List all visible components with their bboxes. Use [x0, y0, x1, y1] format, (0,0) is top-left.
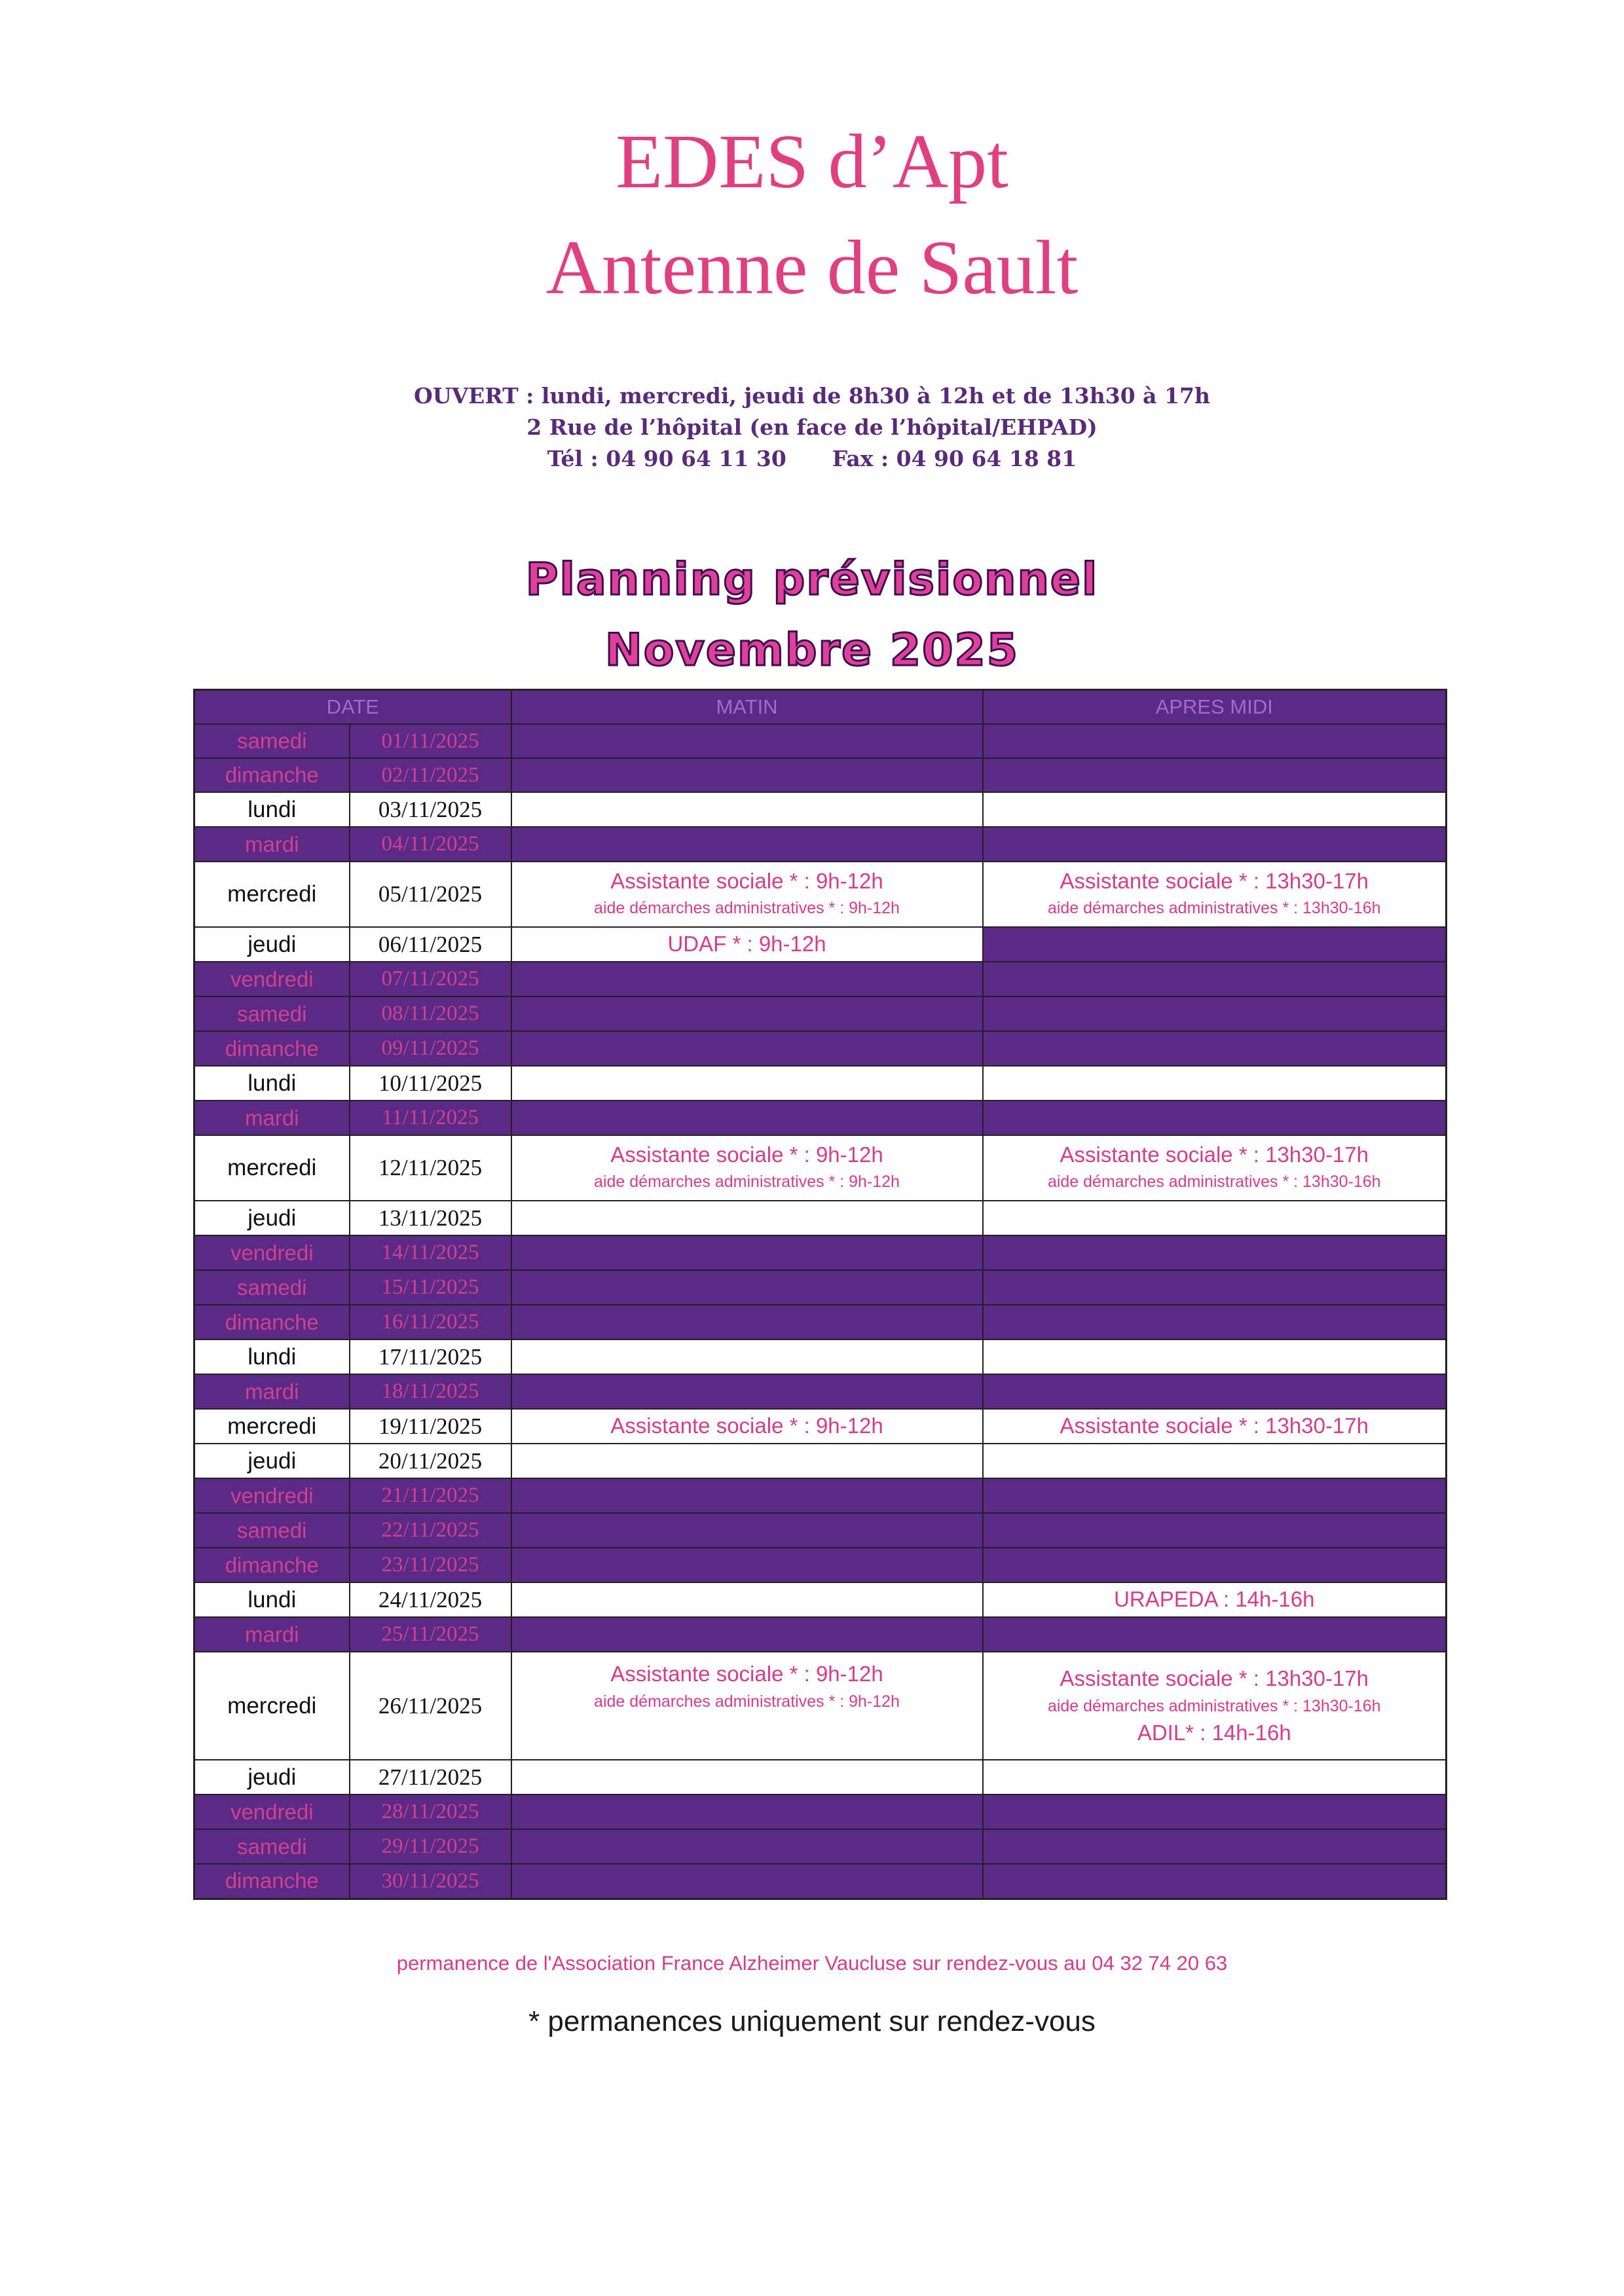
apres-midi-cell [983, 927, 1447, 962]
matin-cell [511, 792, 983, 827]
day-cell: jeudi [194, 927, 350, 962]
apres-midi-cell [983, 1409, 1447, 1444]
apres-midi-cell [983, 1652, 1447, 1760]
matin-cell [511, 1795, 983, 1829]
apres-midi-cell [983, 962, 1447, 996]
matin-cell [511, 1478, 983, 1513]
table-row [194, 1617, 1447, 1652]
table-row [194, 962, 1447, 996]
table-row [194, 1795, 1447, 1829]
matin-cell [511, 1201, 983, 1235]
matin-cell [511, 1305, 983, 1339]
table-row [194, 1548, 1447, 1582]
apres-midi-cell [983, 1374, 1447, 1409]
table-row [194, 1652, 1447, 1760]
apres-midi-cell [983, 996, 1447, 1031]
contact-line [0, 448, 1624, 469]
apres-midi-cell [983, 1760, 1447, 1795]
apres-midi-cell [983, 792, 1447, 827]
date-cell: 22/11/2025 [350, 1513, 511, 1548]
apres-midi-cell [983, 1201, 1447, 1235]
day-cell: dimanche [194, 758, 350, 792]
day-cell: lundi [194, 1582, 350, 1617]
matin-cell [511, 1582, 983, 1617]
date-cell: 25/11/2025 [350, 1617, 511, 1652]
opening-hours: OUVERT : lundi, mercredi, jeudi de 8h30 à 12h et de 13h30 à 17h [414, 383, 1210, 409]
date-cell: 17/11/2025 [350, 1339, 511, 1374]
date-cell: 10/11/2025 [350, 1066, 511, 1101]
apres-midi-cell [983, 862, 1447, 927]
table-row [194, 792, 1447, 827]
apres-midi-cell [983, 1305, 1447, 1339]
day-cell: mardi [194, 827, 350, 862]
table-row [194, 1478, 1447, 1513]
matin-cell [511, 1513, 983, 1548]
table-row [194, 724, 1447, 758]
day-cell: samedi [194, 724, 350, 758]
table-row [194, 1444, 1447, 1478]
date-cell: 15/11/2025 [350, 1270, 511, 1305]
matin-cell [511, 1864, 983, 1899]
day-cell: jeudi [194, 1444, 350, 1478]
matin-cell [511, 1760, 983, 1795]
day-cell: mercredi [194, 1652, 350, 1760]
matin-cell [511, 1652, 983, 1760]
apres-midi-cell [983, 1235, 1447, 1270]
day-cell: dimanche [194, 1305, 350, 1339]
date-cell: 04/11/2025 [350, 827, 511, 862]
column-header-matin: MATIN [511, 690, 983, 725]
day-cell: mardi [194, 1374, 350, 1409]
table-row [194, 758, 1447, 792]
apres-midi-cell [983, 724, 1447, 758]
table-row [194, 1374, 1447, 1409]
matin-cell [511, 996, 983, 1031]
event-assistante-sociale: Assistante sociale * : 9h-12h [610, 1142, 883, 1167]
table-row [194, 827, 1447, 862]
table-row [194, 927, 1447, 962]
date-cell: 13/11/2025 [350, 1201, 511, 1235]
title-line2: Antenne de Sault [545, 225, 1079, 310]
table-row [194, 1760, 1447, 1795]
date-cell: 27/11/2025 [350, 1760, 511, 1795]
table-row [194, 1066, 1447, 1101]
day-cell: lundi [194, 1066, 350, 1101]
apres-midi-cell [983, 1444, 1447, 1478]
event-aide-demarches: aide démarches administratives * : 9h-12h [594, 1692, 900, 1711]
date-cell: 18/11/2025 [350, 1374, 511, 1409]
phone-number: Tél : 04 90 64 11 30 [547, 446, 786, 471]
apres-midi-cell [983, 1617, 1447, 1652]
event-assistante-sociale: Assistante sociale * : 9h-12h [610, 1662, 883, 1686]
event-aide-demarches: aide démarches administratives * : 13h30-16h [1047, 1696, 1381, 1715]
table-row [194, 1582, 1447, 1617]
event-adil: ADIL* : 14h-16h [1137, 1720, 1291, 1745]
matin-cell [511, 1235, 983, 1270]
matin-cell [511, 1548, 983, 1582]
apres-midi-cell [983, 827, 1447, 862]
apres-midi-cell [983, 1795, 1447, 1829]
day-cell: mercredi [194, 1135, 350, 1201]
day-cell: vendredi [194, 1235, 350, 1270]
column-header-apres-midi: APRES MIDI [983, 690, 1447, 725]
event-aide-demarches: aide démarches administratives * : 9h-12h [594, 899, 900, 918]
matin-cell [511, 962, 983, 996]
day-cell: jeudi [194, 1201, 350, 1235]
day-cell: mardi [194, 1617, 350, 1652]
matin-cell [511, 1066, 983, 1101]
day-cell: vendredi [194, 1795, 350, 1829]
apres-midi-cell [983, 1101, 1447, 1135]
apres-midi-cell [983, 1582, 1447, 1617]
apres-midi-cell [983, 1513, 1447, 1548]
table-row [194, 1031, 1447, 1066]
day-cell: dimanche [194, 1864, 350, 1899]
apres-midi-cell [983, 1339, 1447, 1374]
day-cell: dimanche [194, 1548, 350, 1582]
date-cell: 20/11/2025 [350, 1444, 511, 1478]
matin-cell [511, 1617, 983, 1652]
matin-cell [511, 1339, 983, 1374]
date-cell: 11/11/2025 [350, 1101, 511, 1135]
apres-midi-cell [983, 1478, 1447, 1513]
date-cell: 12/11/2025 [350, 1135, 511, 1201]
apres-midi-cell [983, 1066, 1447, 1101]
table-row [194, 996, 1447, 1031]
day-cell: vendredi [194, 962, 350, 996]
matin-cell [511, 1444, 983, 1478]
event-aide-demarches: aide démarches administratives * : 9h-12h [594, 1173, 900, 1192]
matin-cell [511, 1374, 983, 1409]
event-udaf: UDAF * : 9h-12h [667, 932, 826, 957]
table-row [194, 1305, 1447, 1339]
table-row [194, 1201, 1447, 1235]
day-cell: samedi [194, 1513, 350, 1548]
event-assistante-sociale: Assistante sociale * : 13h30-17h [1060, 1413, 1369, 1438]
table-row [194, 1339, 1447, 1374]
date-cell: 06/11/2025 [350, 927, 511, 962]
title-line1: EDES d’Apt [616, 118, 1008, 204]
date-cell: 26/11/2025 [350, 1652, 511, 1760]
matin-cell [511, 1270, 983, 1305]
date-cell: 07/11/2025 [350, 962, 511, 996]
table-row [194, 1513, 1447, 1548]
apres-midi-cell [983, 1864, 1447, 1899]
planning-table [193, 689, 1447, 1900]
date-cell: 30/11/2025 [350, 1864, 511, 1899]
day-cell: mardi [194, 1101, 350, 1135]
date-cell: 09/11/2025 [350, 1031, 511, 1066]
date-cell: 29/11/2025 [350, 1829, 511, 1864]
matin-cell [511, 862, 983, 927]
day-cell: samedi [194, 996, 350, 1031]
table-row [194, 1270, 1447, 1305]
table-row [194, 1409, 1447, 1444]
fax-number: Fax : 04 90 64 18 81 [832, 446, 1077, 471]
appointment-note: * permanences uniquement sur rendez-vous [528, 2005, 1096, 2037]
planning-month: Novembre 2025 [604, 625, 1020, 676]
table-row [194, 862, 1447, 927]
table-row [194, 1101, 1447, 1135]
event-assistante-sociale: Assistante sociale * : 13h30-17h [1060, 1142, 1369, 1167]
event-aide-demarches: aide démarches administratives * : 13h30-16h [1047, 1173, 1381, 1192]
matin-cell [511, 827, 983, 862]
table-row [194, 1235, 1447, 1270]
event-urapeda: URAPEDA : 14h-16h [1114, 1587, 1315, 1612]
apres-midi-cell [983, 1135, 1447, 1201]
apres-midi-cell [983, 1031, 1447, 1066]
day-cell: samedi [194, 1270, 350, 1305]
matin-cell [511, 1031, 983, 1066]
date-cell: 14/11/2025 [350, 1235, 511, 1270]
event-assistante-sociale: Assistante sociale * : 9h-12h [610, 1413, 883, 1438]
apres-midi-cell [983, 1270, 1447, 1305]
matin-cell [511, 1829, 983, 1864]
matin-cell [511, 724, 983, 758]
apres-midi-cell [983, 758, 1447, 792]
date-cell: 05/11/2025 [350, 862, 511, 927]
date-cell: 08/11/2025 [350, 996, 511, 1031]
date-cell: 28/11/2025 [350, 1795, 511, 1829]
date-cell: 24/11/2025 [350, 1582, 511, 1617]
table-row [194, 1864, 1447, 1899]
date-cell: 16/11/2025 [350, 1305, 511, 1339]
day-cell: samedi [194, 1829, 350, 1864]
day-cell: mercredi [194, 1409, 350, 1444]
day-cell: dimanche [194, 1031, 350, 1066]
matin-cell [511, 1101, 983, 1135]
event-aide-demarches: aide démarches administratives * : 13h30-16h [1047, 899, 1381, 918]
date-cell: 02/11/2025 [350, 758, 511, 792]
date-cell: 01/11/2025 [350, 724, 511, 758]
matin-cell [511, 1135, 983, 1201]
day-cell: mercredi [194, 862, 350, 927]
matin-cell [511, 758, 983, 792]
date-cell: 03/11/2025 [350, 792, 511, 827]
event-assistante-sociale: Assistante sociale * : 9h-12h [610, 868, 883, 893]
planning-title: Planning prévisionnel [525, 554, 1099, 606]
day-cell: jeudi [194, 1760, 350, 1795]
date-cell: 21/11/2025 [350, 1478, 511, 1513]
apres-midi-cell [983, 1829, 1447, 1864]
alzheimer-notice: permanence de l'Association France Alzheimer Vaucluse sur rendez-vous au 04 32 74 20 63 [396, 1952, 1228, 1975]
day-cell: lundi [194, 792, 350, 827]
event-assistante-sociale: Assistante sociale * : 13h30-17h [1060, 868, 1369, 893]
date-cell: 23/11/2025 [350, 1548, 511, 1582]
matin-cell [511, 1409, 983, 1444]
address: 2 Rue de l’hôpital (en face de l’hôpital/EHPAD) [526, 414, 1098, 440]
date-cell: 19/11/2025 [350, 1409, 511, 1444]
event-assistante-sociale: Assistante sociale * : 13h30-17h [1060, 1666, 1369, 1690]
table-row [194, 1829, 1447, 1864]
apres-midi-cell [983, 1548, 1447, 1582]
day-cell: vendredi [194, 1478, 350, 1513]
table-row [194, 1135, 1447, 1201]
matin-cell [511, 927, 983, 962]
day-cell: lundi [194, 1339, 350, 1374]
table-header-row [194, 690, 1447, 725]
column-header-date: DATE [194, 690, 511, 725]
